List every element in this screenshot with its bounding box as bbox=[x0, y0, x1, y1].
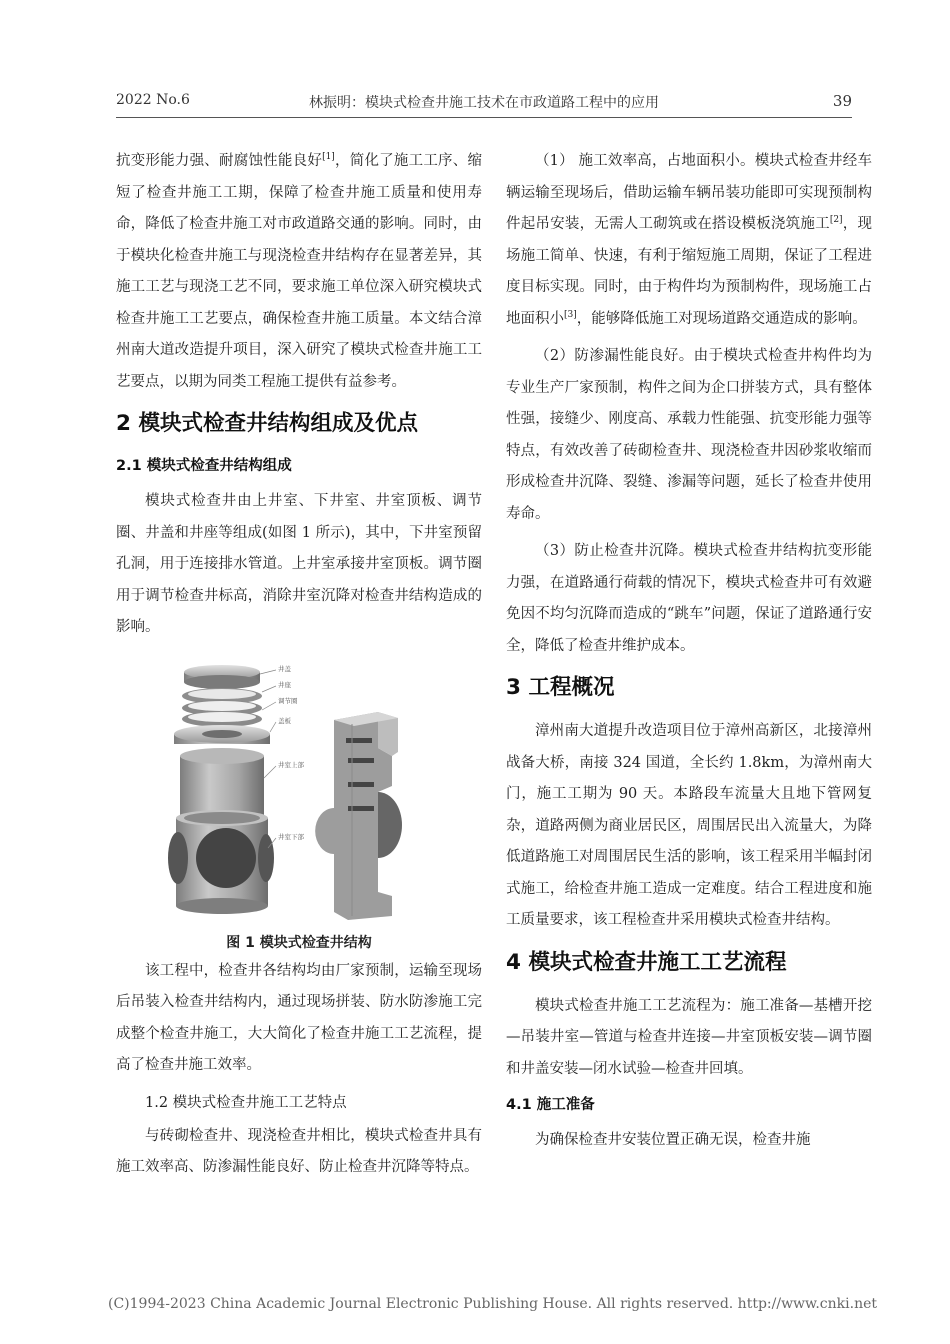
citation-2[interactable]: [2] bbox=[829, 215, 843, 225]
label-slab: 盖板 bbox=[278, 716, 291, 725]
label-lower-chamber: 井室下部 bbox=[278, 832, 304, 841]
paragraph-project-overview: 漳州南大道提升改造项目位于漳州高新区，北接漳州战备大桥，南接 324 国道，全长约 1.8km，为漳州南大门，施工工期为 90 天。本路段车流量大且地下管网复杂，道路两侧为商业居民区，周围居民出入流量大，为降低道路施工对周围居民生活的影响，该工程采用半幅封闭式施工，给检查井施工造成一定难度。结合工程进度和施工质量要求，该工程检查井采用模块式检查井结构。 bbox=[506, 723, 872, 928]
page-number: 39 bbox=[832, 92, 852, 110]
paragraph-preparation: 为确保检查井安装位置正确无误，检查井施 bbox=[535, 1132, 811, 1148]
left-column bbox=[116, 146, 482, 1190]
paragraph-prefab: 该工程中，检查井各结构均由厂家预制，运输至现场后吊装入检查井结构内，通过现场拼装、防水防渗施工完成整个检查井施工，大大简化了检查井施工工艺流程，提高了检查井施工效率。 bbox=[116, 962, 482, 1073]
section-3-heading: 3 工程概况 bbox=[506, 675, 615, 700]
right-column bbox=[506, 146, 872, 1163]
paragraph-structure: 模块式检查井由上井室、下井室、井室顶板、调节圈、井盖和井座等组成(如图 1 所示)，其中，下井室预留孔洞，用于连接排水管道。上井室承接井室顶板。调节圈用于调节检查井标高，消除井室沉降对检查井结构造成的影响。 bbox=[116, 493, 482, 635]
running-header bbox=[116, 92, 852, 116]
header-rule bbox=[116, 117, 852, 118]
adjusting-rings bbox=[182, 700, 262, 727]
paragraph-efficiency bbox=[506, 146, 872, 335]
section-4-1-heading: 4.1 施工准备 bbox=[506, 1097, 595, 1113]
figure-1 bbox=[116, 658, 482, 930]
citation-3[interactable]: [3] bbox=[564, 309, 577, 320]
lower-chamber bbox=[168, 810, 274, 914]
text-span: ，现场施工简单、快速，有利于缩短施工周期，保证了工程进度目标实现。同时，由于构件均为预制构件，现场施工占地面积小 bbox=[506, 216, 872, 327]
slab-part bbox=[174, 725, 270, 744]
text-span: 抗变形能力强、耐腐蚀性能良好 bbox=[116, 153, 323, 169]
paragraph-anti-seepage: （2）防渗漏性能良好。由于模块式检查井构件均为专业生产厂家预制，构件之间为企口拼装方式，具有整体性强，接缝少、刚度高、承载力性能强、抗变形能力强等特点，有效改善了砖砌检查井、现浇检查井因砂浆收缩而形成检查井沉降、裂缝、渗漏等问题，延长了检查井使用寿命。 bbox=[506, 348, 872, 522]
text-span: ，简化了施工工序、缩短了检查井施工工期，保障了检查井施工质量和使用寿命，降低了检查井施工对市政道路交通的影响。同时，由于模块化检查井施工与现浇检查井结构存在显著差异，其施工工艺与现浇工艺不同，要求施工单位深入研究模块式检查井施工工艺要点，确保检查井施工质量。本文结合漳州南大道改造提升项目，深入研究了模块式检查井施工工艺要点，以期为同类工程施工提供有益参考。 bbox=[116, 153, 482, 390]
text-span: （1） 施工效率高，占地面积小。模块式检查井经车辆运输至现场后，借助运输车辆吊装功能即可实现预制构件起吊安装，无需人工砌筑或在搭设模板浇筑施工 bbox=[506, 153, 872, 232]
label-cover: 井盖 bbox=[278, 664, 291, 673]
paragraph-features: 与砖砌检查井、现浇检查井相比，模块式检查井具有施工效率高、防渗漏性能良好、防止检查井沉降等特点。 bbox=[116, 1127, 482, 1175]
paragraph-process-flow: 模块式检查井施工工艺流程为：施工准备—基槽开挖—吊装井室—管道与检查井连接—井室顶板安装—调节圈和井盖安装—闭水试验—检查井回填。 bbox=[506, 997, 872, 1077]
section-2-1-heading: 2.1 模块式检查井结构组成 bbox=[116, 458, 292, 474]
section-1-2-heading: 1.2 模块式检查井施工工艺特点 bbox=[145, 1094, 347, 1111]
manhole-structure-illustration bbox=[116, 658, 482, 930]
label-seat: 井座 bbox=[278, 680, 291, 689]
copyright-footer: (C)1994-2023 China Academic Journal Electronic Publishing House. All rights reserved. http://www.cnki.net bbox=[108, 1296, 878, 1312]
cover-part bbox=[184, 665, 260, 689]
journal-issue: 2022 No.6 bbox=[116, 92, 190, 108]
running-title: 林振明：模块式检查井施工技术在市政道路工程中的应用 bbox=[309, 95, 659, 111]
label-adjusting-ring: 调节圈 bbox=[278, 696, 298, 705]
section-2-heading: 2 模块式检查井结构组成及优点 bbox=[116, 411, 418, 436]
cross-section-view bbox=[315, 712, 402, 920]
label-upper-chamber: 井室上部 bbox=[278, 760, 304, 769]
paragraph-anti-settlement: （3）防止检查井沉降。模块式检查井结构抗变形能力强，在道路通行荷载的情况下，模块式检查井可有效避免因不均匀沉降而造成的“跳车”问题，保证了道路通行安全，降低了检查井维护成本。 bbox=[506, 543, 872, 654]
paragraph-intro-continued bbox=[116, 146, 482, 398]
section-4-heading: 4 模块式检查井施工工艺流程 bbox=[506, 949, 787, 975]
text-span: ，能够降低施工对现场道路交通造成的影响。 bbox=[576, 310, 867, 327]
citation-1[interactable]: [1] bbox=[322, 152, 335, 162]
figure-1-caption: 图 1 模块式检查井结构 bbox=[226, 934, 372, 951]
